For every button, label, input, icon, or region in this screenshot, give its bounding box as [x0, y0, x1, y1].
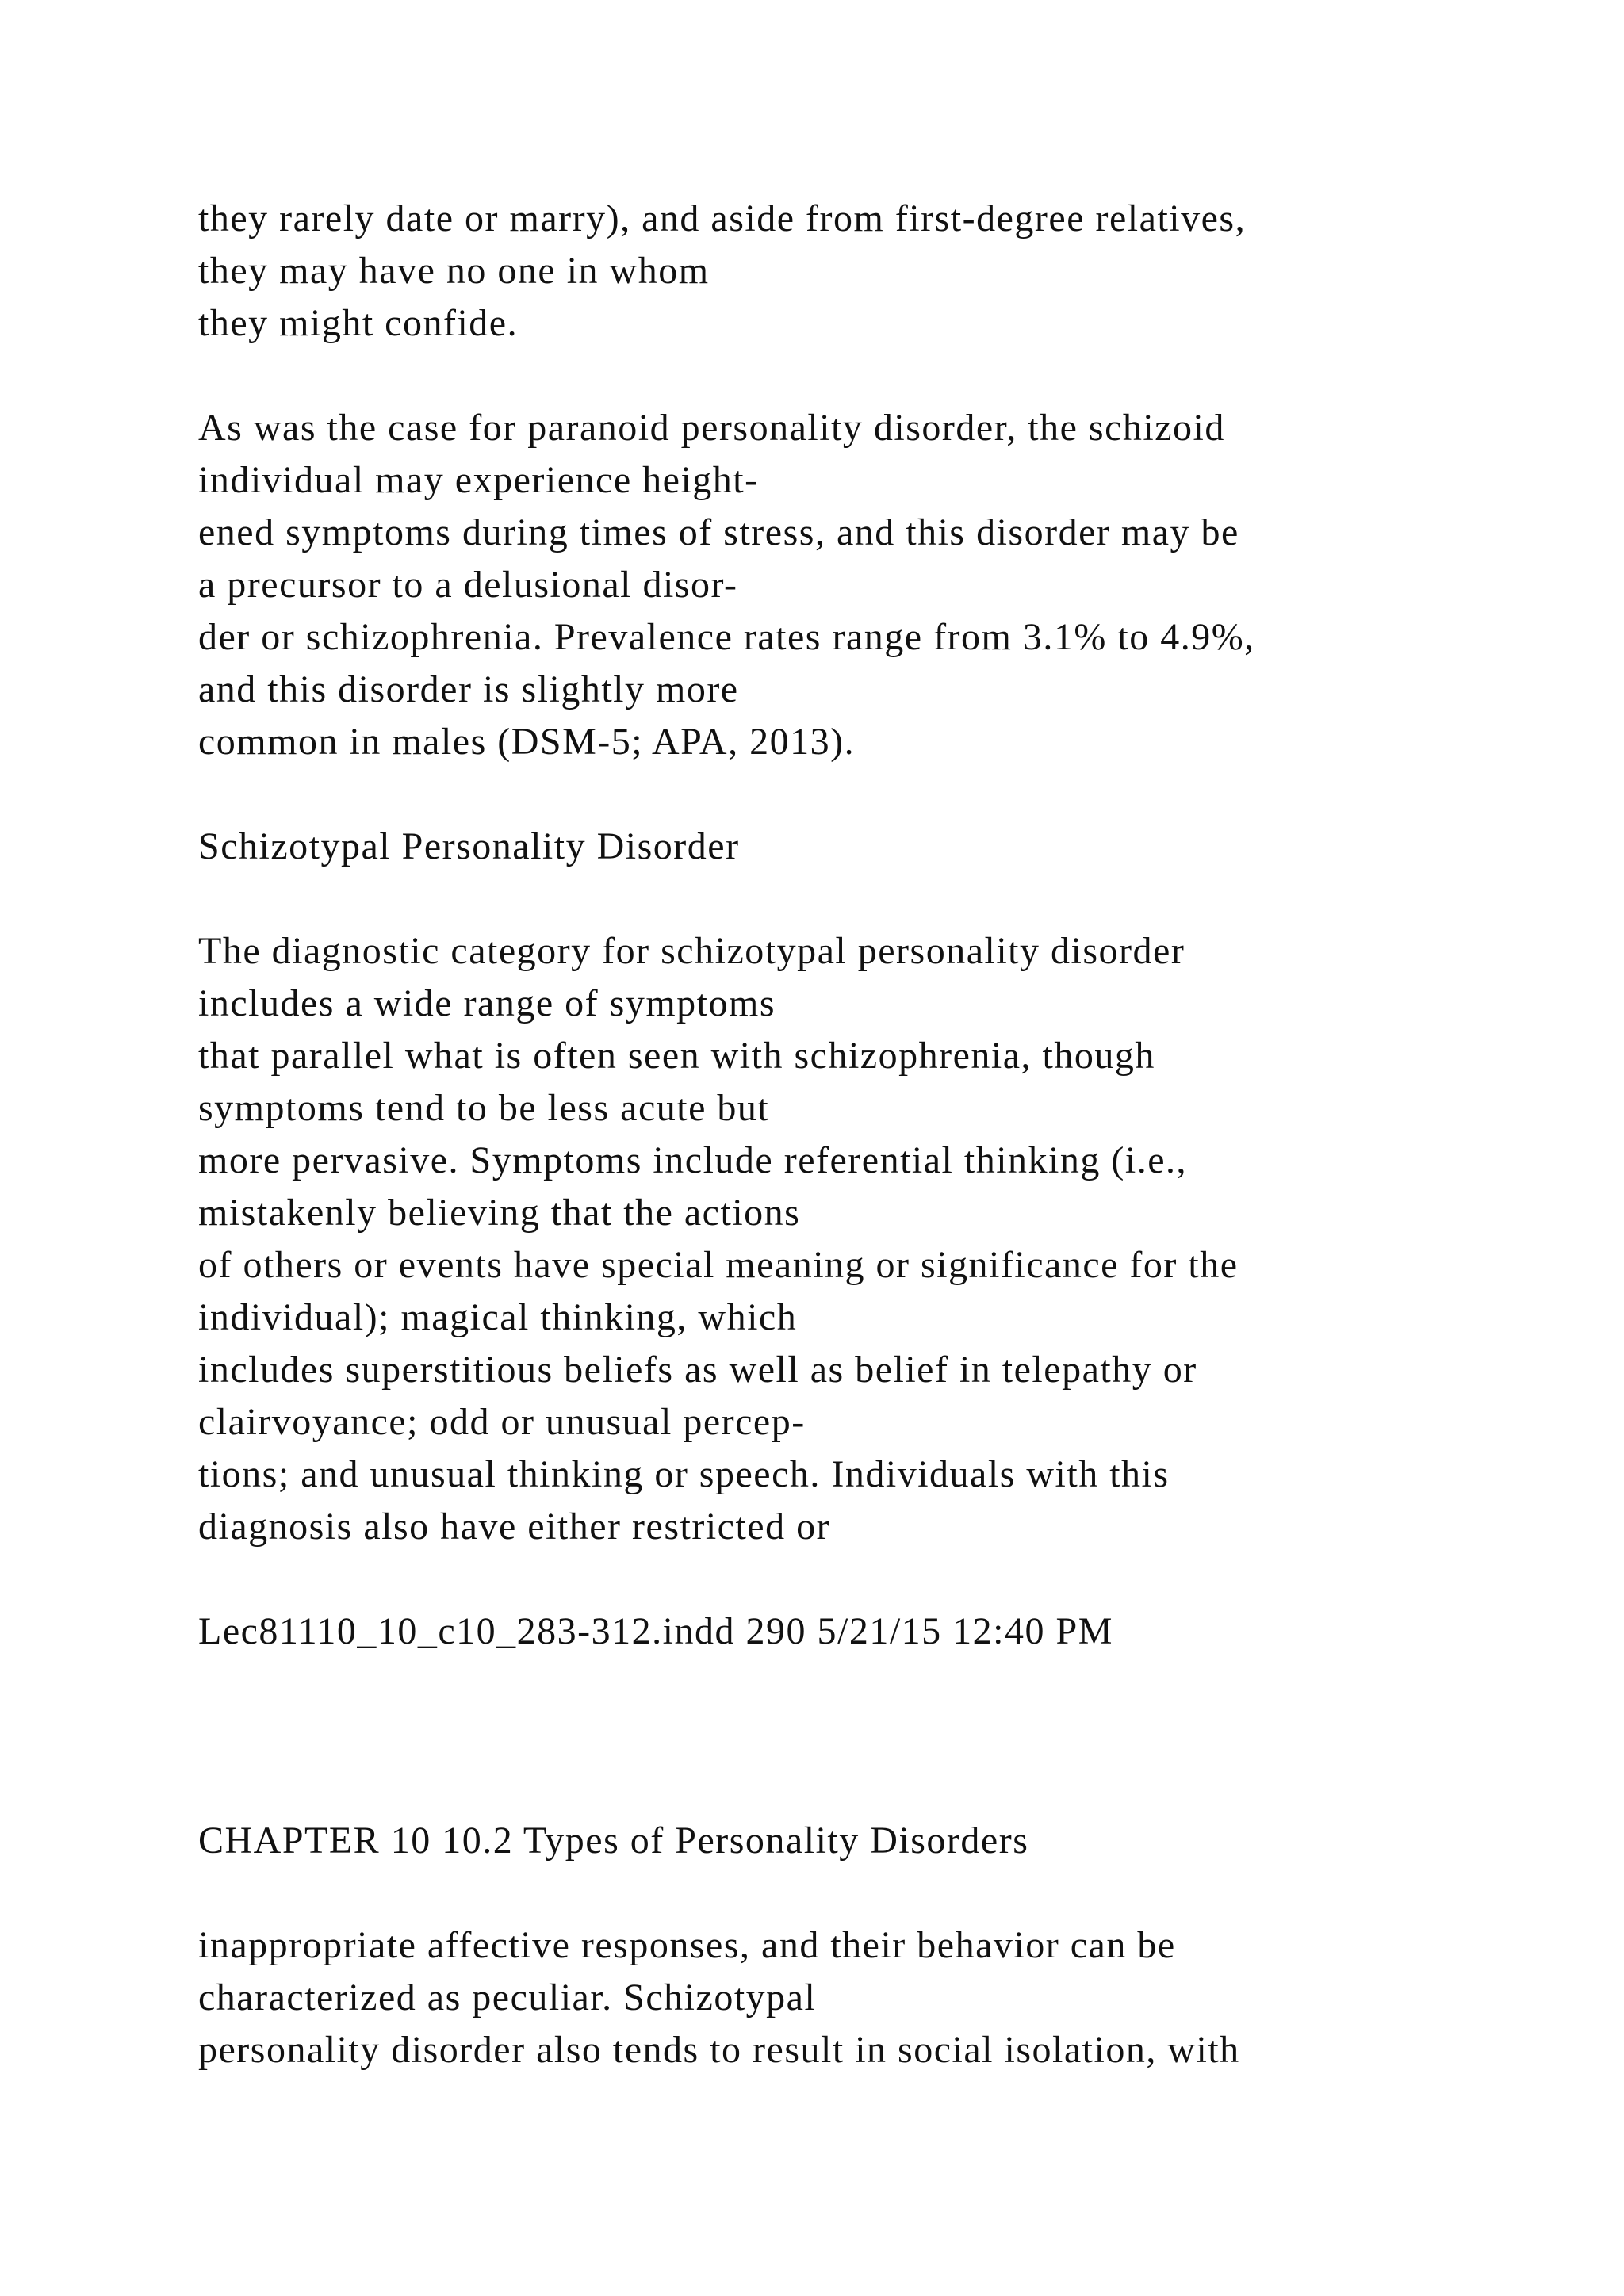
section-heading-text: Schizotypal Personality Disorder: [198, 825, 740, 867]
running-header-text: CHAPTER 10 10.2 Types of Personality Disorders: [198, 1820, 1029, 1862]
text-line: and this disorder is slightly more: [198, 668, 739, 710]
text-line: of others or events have special meaning or significance for the: [198, 1244, 1239, 1286]
print-slug-text: Lec81110_10_c10_283-312.indd 290 5/21/15 12:40 PM: [198, 1610, 1113, 1652]
text-line: individual may experience height-: [198, 459, 759, 501]
section-heading: [198, 821, 1594, 873]
text-line: that parallel what is often seen with schizophrenia, though: [198, 1035, 1155, 1077]
text-line: As was the case for paranoid personality disorder, the schizoid: [198, 407, 1225, 449]
text-line: they may have no one in whom: [198, 250, 710, 292]
paragraph-schizotypal-symptoms: [198, 925, 1594, 1553]
text-line: The diagnostic category for schizotypal personality disorder: [198, 930, 1185, 972]
text-line: common in males (DSM-5; APA, 2013).: [198, 721, 856, 763]
text-line: inappropriate affective responses, and their behavior can be: [198, 1924, 1176, 1966]
text-line: der or schizophrenia. Prevalence rates range from 3.1% to 4.9%,: [198, 616, 1255, 658]
text-line: includes superstitious beliefs as well as belief in telepathy or: [198, 1349, 1197, 1391]
paragraph-affective-responses: [198, 1919, 1594, 2076]
paragraph-schizoid-stress: [198, 402, 1594, 768]
text-line: tions; and unusual thinking or speech. Individuals with this: [198, 1453, 1170, 1495]
text-line: characterized as peculiar. Schizotypal: [198, 1976, 817, 2019]
text-line: includes a wide range of symptoms: [198, 982, 776, 1024]
text-line: they rarely date or marry), and aside from first-degree relatives,: [198, 197, 1247, 239]
text-line: clairvoyance; odd or unusual percep-: [198, 1401, 806, 1443]
text-line: personality disorder also tends to result in social isolation, with: [198, 2029, 1240, 2071]
text-line: ened symptoms during times of stress, and this disorder may be: [198, 511, 1239, 553]
running-header: [198, 1815, 1594, 1867]
print-slug-footer: [198, 1605, 1594, 1658]
text-line: individual); magical thinking, which: [198, 1296, 798, 1338]
paragraph-social-contacts: [198, 193, 1594, 350]
text-line: more pervasive. Symptoms include referential thinking (i.e.,: [198, 1139, 1188, 1181]
text-line: mistakenly believing that the actions: [198, 1192, 801, 1234]
text-line: diagnosis also have either restricted or: [198, 1506, 831, 1548]
text-line: symptoms tend to be less acute but: [198, 1087, 770, 1129]
text-line: they might confide.: [198, 302, 519, 344]
text-line: a precursor to a delusional disor-: [198, 564, 738, 606]
